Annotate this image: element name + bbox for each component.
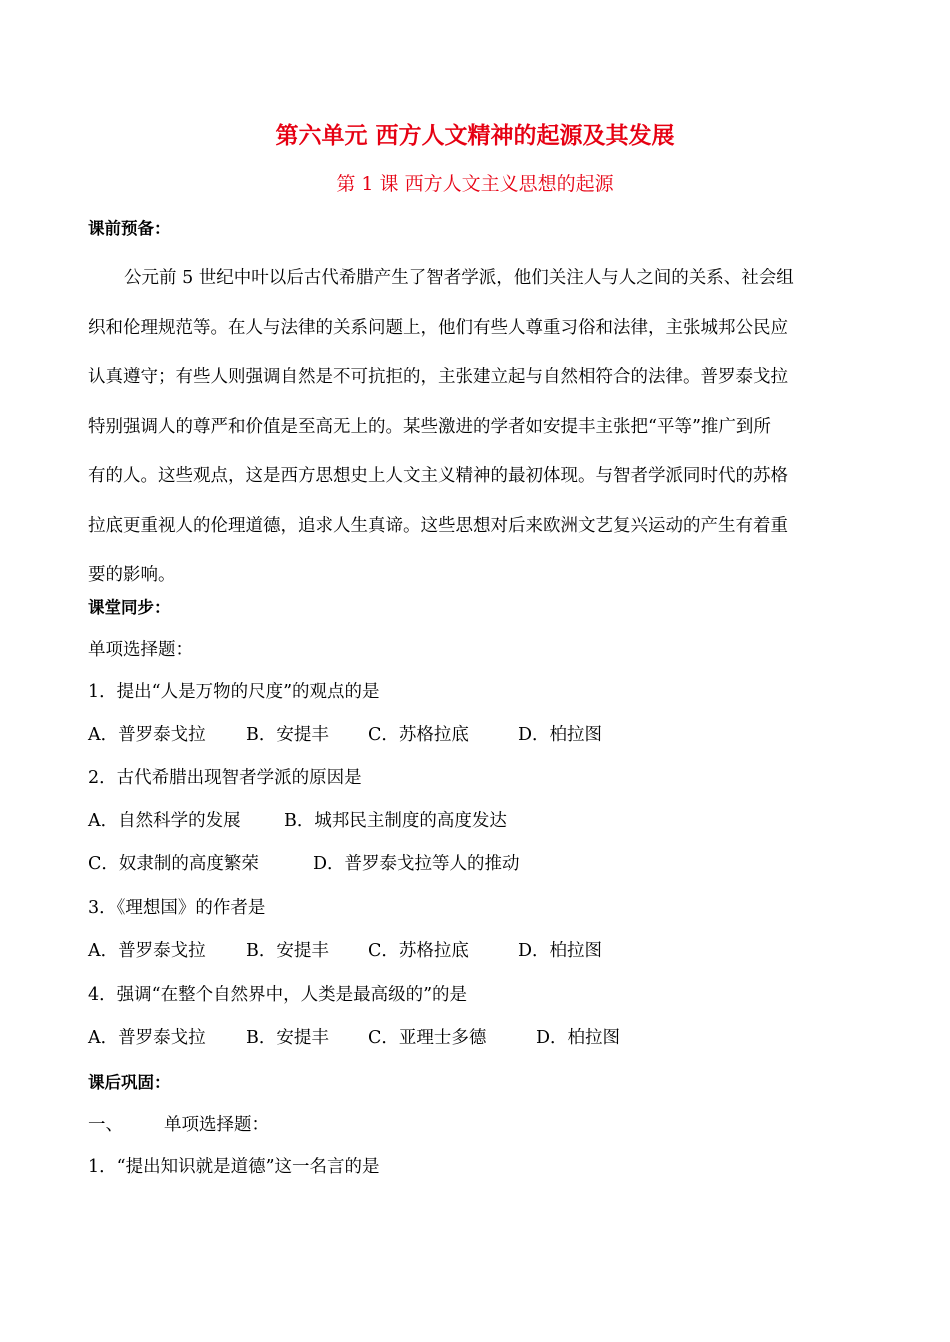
option-a: A．自然科学的发展 (88, 811, 241, 831)
paragraph-line: 认真遵守；有些人则强调自然是不可抗拒的，主张建立起与自然相符合的法律。普罗泰戈拉 (88, 367, 788, 387)
option-row (88, 852, 520, 876)
paragraph-line: 织和伦理规范等。在人与法律的关系问题上，他们有些人尊重习俗和法律，主张城邦公民应 (88, 317, 788, 338)
option-d: D．普罗泰戈拉等人的推动 (313, 854, 520, 874)
part-number: 一、 (88, 1115, 123, 1135)
option-d: D．柏拉图 (536, 1028, 621, 1048)
question-stem: 2．古代希腊出现智者学派的原因是 (88, 768, 362, 788)
option-b: B．安提丰 (246, 1028, 329, 1048)
paragraph-line: 有的人。这些观点，这是西方思想史上人文主义精神的最初体现。与智者学派同时代的苏格 (88, 466, 788, 486)
option-d: D．柏拉图 (518, 941, 603, 961)
option-c: C．亚理士多德 (368, 1028, 487, 1048)
option-b: B．城邦民主制度的高度发达 (284, 811, 507, 831)
option-row (88, 723, 602, 747)
option-d: D．柏拉图 (518, 725, 603, 745)
question-stem: 1．提出“人是万物的尺度”的观点的是 (88, 682, 380, 702)
unit-title: 第六单元 西方人文精神的起源及其发展 (275, 122, 675, 149)
lesson-title: 第 1 课 西方人文主义思想的起源 (336, 173, 614, 195)
option-b: B．安提丰 (246, 941, 329, 961)
option-row (88, 939, 602, 963)
paragraph-line: 拉底更重视人的伦理道德，追求人生真谛。这些思想对后来欧洲文艺复兴运动的产生有着重 (88, 515, 788, 536)
option-a: A．普罗泰戈拉 (88, 941, 206, 961)
question-stem: 3．《理想国》的作者是 (88, 898, 266, 918)
paragraph-line: 特别强调人的尊严和价值是至高无上的。某些激进的学者如安提丰主张把“平等”推广到所 (88, 416, 771, 437)
question-type-label: 单项选择题： (88, 640, 193, 660)
option-a: A．普罗泰戈拉 (88, 1028, 206, 1048)
part-heading (88, 1113, 269, 1137)
section-heading-after-class: 课后巩固： (88, 1073, 171, 1092)
option-a: A．普罗泰戈拉 (88, 725, 206, 745)
option-c: C．奴隶制的高度繁荣 (88, 854, 259, 874)
question-stem: 1．“提出知识就是道德”这一名言的是 (88, 1157, 380, 1177)
option-row (88, 809, 507, 833)
option-b: B．安提丰 (246, 725, 329, 745)
option-row (88, 1026, 620, 1050)
pre-class-paragraph (88, 254, 864, 601)
question-stem: 4．强调“在整个自然界中，人类是最高级的”的是 (88, 985, 468, 1005)
option-c: C．苏格拉底 (368, 725, 469, 745)
section-heading-in-class: 课堂同步： (88, 598, 171, 617)
part-label: 单项选择题： (164, 1115, 269, 1135)
paragraph-line: 公元前 5 世纪中叶以后古代希腊产生了智者学派，他们关注人与人之间的关系、社会组 (124, 268, 794, 288)
option-c: C．苏格拉底 (368, 941, 469, 961)
section-heading-pre-class: 课前预备： (88, 219, 171, 238)
paragraph-line: 要的影响。 (88, 565, 176, 585)
